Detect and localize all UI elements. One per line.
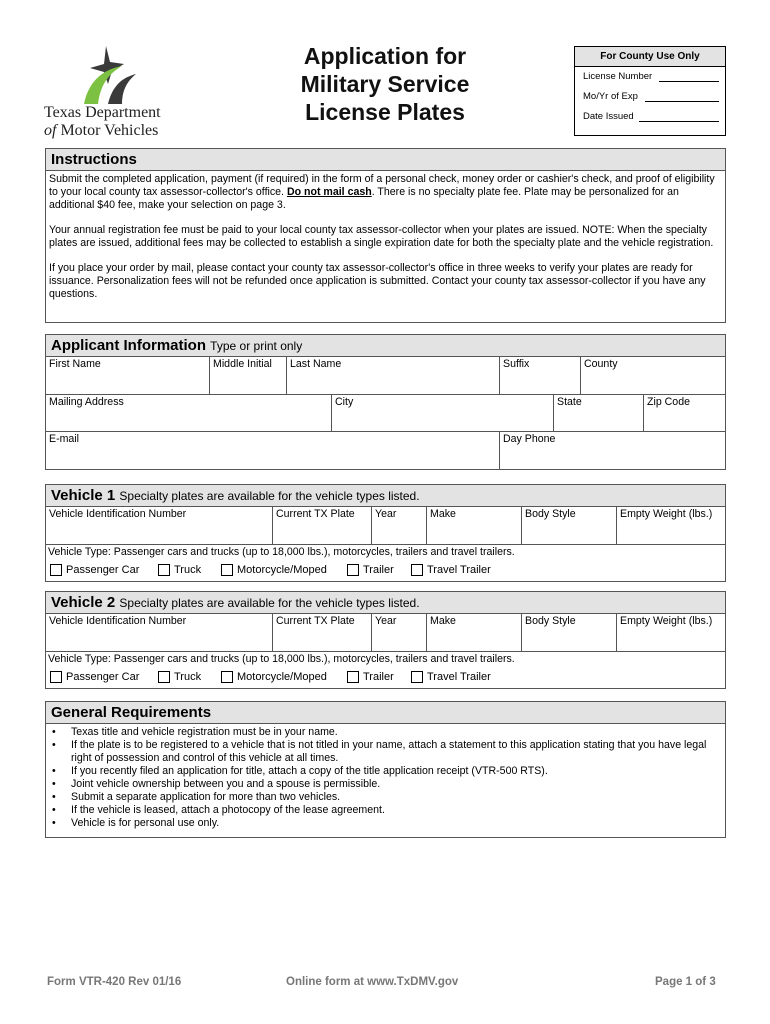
vehicle1-weight-field[interactable]: Empty Weight (lbs.) (616, 507, 725, 544)
vehicle1-type-label: Vehicle Type: Passenger cars and trucks (up to 18,000 lbs.), motorcycles, trailers and travel trailers. (48, 546, 515, 558)
vehicle2-type-row (46, 652, 725, 688)
vehicle2-weight-field[interactable]: Empty Weight (lbs.) (616, 614, 725, 651)
state-field[interactable]: State (553, 395, 643, 431)
vehicle2-passenger-car-checkbox[interactable]: Passenger Car (50, 671, 139, 683)
mailing-address-field[interactable]: Mailing Address (49, 396, 124, 408)
vehicle2-section (45, 591, 726, 689)
list-item: • Texas title and vehicle registration must be in your name. (52, 726, 725, 739)
email-field[interactable]: E-mail (49, 433, 80, 445)
vehicle2-type-label: Vehicle Type: Passenger cars and trucks (up to 18,000 lbs.), motorcycles, trailers and travel trailers. (48, 653, 515, 665)
vehicle2-body-style-field[interactable]: Body Style (521, 614, 616, 651)
county-field[interactable]: County (580, 357, 725, 394)
vehicle2-travel-trailer-checkbox[interactable]: Travel Trailer (411, 671, 491, 683)
vehicle1-make-field[interactable]: Make (426, 507, 521, 544)
txdmv-logo (44, 44, 184, 140)
org-name-line2: of Motor Vehicles (44, 122, 159, 139)
vehicle1-truck-checkbox[interactable]: Truck (158, 564, 201, 576)
exp-date-field[interactable]: Mo/Yr of Exp (575, 87, 725, 107)
instructions-body (46, 171, 725, 301)
vehicle1-year-field[interactable]: Year (371, 507, 426, 544)
vehicle1-travel-trailer-checkbox[interactable]: Travel Trailer (411, 564, 491, 576)
applicant-heading: Applicant Information Type or print only (46, 335, 725, 357)
form-number: Form VTR-420 Rev 01/16 (47, 976, 182, 988)
list-item: • Joint vehicle ownership between you and a spouse is permissible. (52, 778, 725, 791)
requirements-list (46, 724, 725, 834)
vehicle2-heading: Vehicle 2 Specialty plates are available for the vehicle types listed. (46, 592, 725, 614)
online-form-link[interactable]: Online form at www.TxDMV.gov (286, 976, 459, 988)
vehicle2-make-field[interactable]: Make (426, 614, 521, 651)
vehicle2-motorcycle-checkbox[interactable]: Motorcycle/Moped (221, 671, 327, 683)
vehicle1-passenger-car-checkbox[interactable]: Passenger Car (50, 564, 139, 576)
vehicle2-vin-field[interactable]: Vehicle Identification Number (49, 615, 187, 627)
county-use-title: For County Use Only (575, 47, 725, 67)
instructions-section (45, 148, 726, 323)
general-requirements-heading: General Requirements (46, 702, 725, 724)
vehicle1-section (45, 484, 726, 582)
vehicle2-year-field[interactable]: Year (371, 614, 426, 651)
vehicle2-trailer-checkbox[interactable]: Trailer (347, 671, 394, 683)
instructions-p2: Your annual registration fee must be paid to your local county tax assessor-collector when your plates are issued. NOTE: When the specialty plates are issued, additional fees may be collected to establish a single expiration date for both the specialty plate and the vehicle registration. (49, 224, 714, 249)
day-phone-field[interactable]: Day Phone (499, 432, 725, 469)
applicant-section (45, 334, 726, 470)
vehicle1-type-row (46, 545, 725, 581)
last-name-field[interactable]: Last Name (286, 357, 499, 394)
vehicle2-plate-field[interactable]: Current TX Plate (272, 614, 371, 651)
star-swoosh-icon (78, 44, 148, 108)
general-requirements-section (45, 701, 726, 838)
list-item: • If you recently filed an application for title, attach a copy of the title application receipt (VTR-500 RTS). (52, 765, 725, 778)
first-name-field[interactable]: First Name (49, 358, 101, 370)
city-field[interactable]: City (331, 395, 553, 431)
vehicle1-heading: Vehicle 1 Specialty plates are available for the vehicle types listed. (46, 485, 725, 507)
list-item: • Vehicle is for personal use only. (52, 817, 725, 830)
vehicle1-vin-field[interactable]: Vehicle Identification Number (49, 508, 187, 520)
instructions-p3: If you place your order by mail, please contact your county tax assessor-collector's office in three weeks to verify your plates are ready for issuance. Personalization fees will not be refunded once application is submitted. Contact your county tax assessor-collector if you have any questions. (49, 262, 706, 300)
vehicle1-trailer-checkbox[interactable]: Trailer (347, 564, 394, 576)
instructions-p1: Submit the completed application, payment (if required) in the form of a personal check, money order or cashier's check, and proof of eligibility to your local county tax assessor-collector's office. Do not mail cash. There is no specialty plate fee. Plate may be personalized for an additional $40 fee, make your selection on page 3. (49, 173, 715, 211)
license-number-field[interactable]: License Number (575, 67, 725, 87)
zip-code-field[interactable]: Zip Code (643, 395, 725, 431)
form-title: Application for Military Service License Plates (300, 43, 470, 125)
vehicle1-body-style-field[interactable]: Body Style (521, 507, 616, 544)
middle-initial-field[interactable]: Middle Initial (209, 357, 286, 394)
org-name-line1: Texas Department (44, 104, 161, 121)
county-use-box (574, 46, 726, 136)
page-number: Page 1 of 3 (655, 976, 716, 988)
instructions-heading: Instructions (46, 149, 725, 171)
list-item: • Submit a separate application for more than two vehicles. (52, 791, 725, 804)
vehicle1-motorcycle-checkbox[interactable]: Motorcycle/Moped (221, 564, 327, 576)
vehicle1-plate-field[interactable]: Current TX Plate (272, 507, 371, 544)
suffix-field[interactable]: Suffix (499, 357, 580, 394)
date-issued-field[interactable]: Date Issued (575, 107, 725, 127)
list-item: • If the plate is to be registered to a vehicle that is not titled in your name, attach a statement to this application stating that you have legal right of possession and control of this vehicle at all times. (52, 739, 725, 765)
vehicle2-truck-checkbox[interactable]: Truck (158, 671, 201, 683)
list-item: • If the vehicle is leased, attach a photocopy of the lease agreement. (52, 804, 725, 817)
